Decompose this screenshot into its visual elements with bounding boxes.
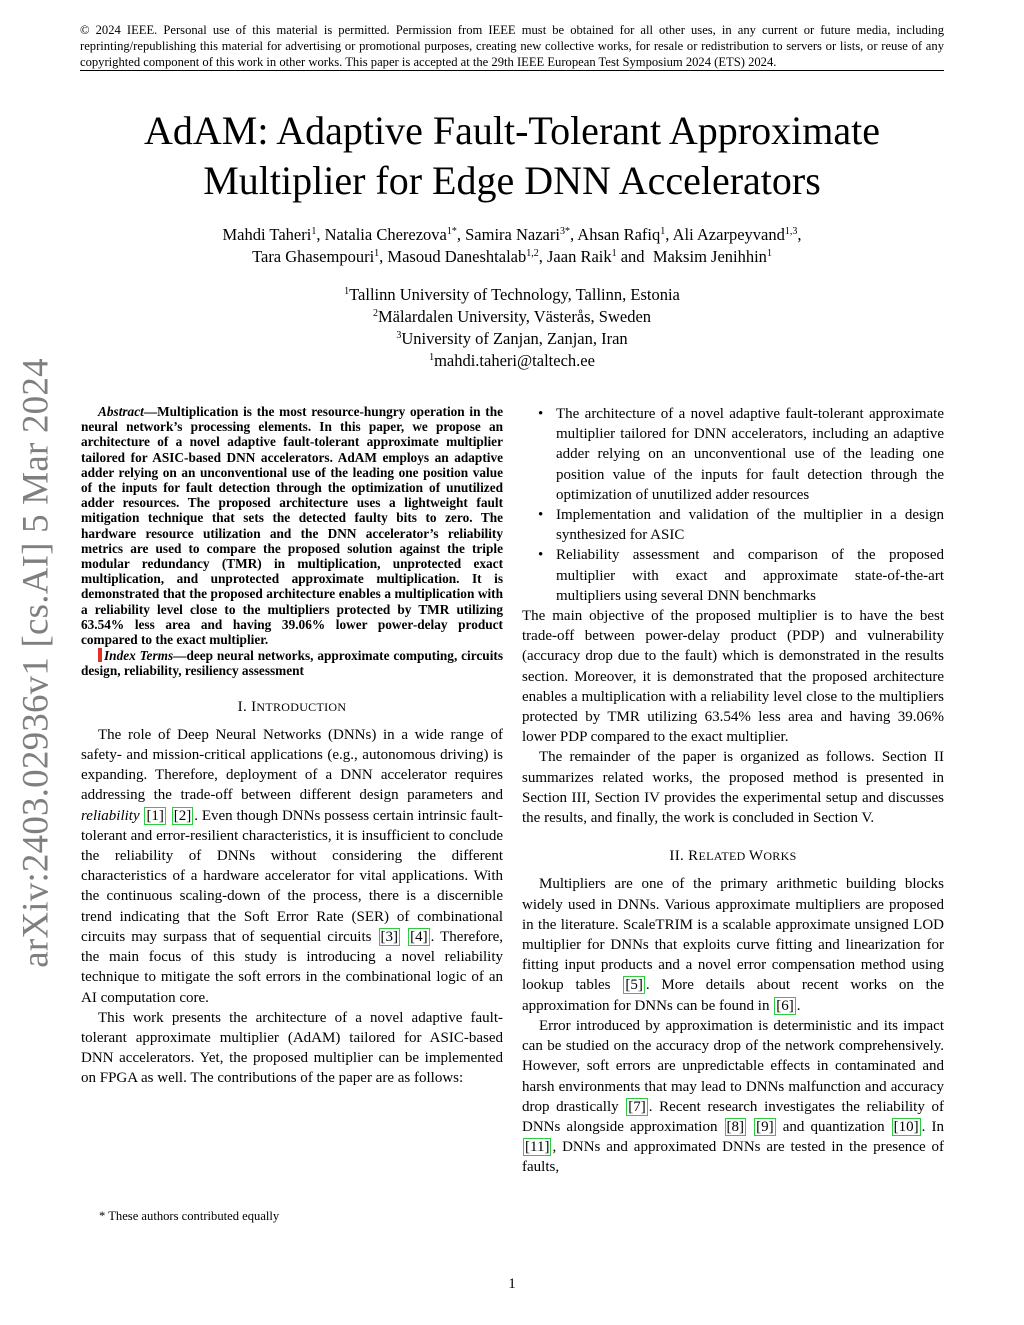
text-run: The role of Deep Neural Networks (DNNs) in a wide range of safety- and mission-critical applications (e.g., autonomous driving) is expanding. Therefore, deployment of a DNN accelerator requires addressing the trade-off between different design parameters and [81,726,503,804]
affiliation [80,328,944,350]
author-list [80,224,944,268]
footnote: * These authors contributed equally [99,1209,280,1223]
citation-link[interactable]: [11] [525,1139,550,1156]
arxiv-stamp [6,358,66,968]
section-title-initial: R [688,848,699,865]
citation-link[interactable]: [9] [756,1118,774,1135]
abstract-text: —Multiplication is the most resource-hungry operation in the neural network’s processing elements. In this paper, we propose an architecture of a novel adaptive fault-tolerant approximate multiplier tailored for ASIC-based DNN accelerators. AdAM employs an adaptive adder relying on an unconventional use of the leading one position value of the inputs for fault detection through the optimization of unutilized adder resources. The proposed architecture uses a lightweight fault mitigation technique that sets the detected faulty bits to zero. The hardware resource utilization and the DNN accelerator’s reliability metrics are used to compare the proposed solution against the triple modular redundancy (TMR) in multiplication, unprotected exact multiplication, and unprotected approximate multiplication. It is demonstrated that the proposed architecture enables a multiplication with a reliability level close to the multipliers protected by TMR utilizing 63.54% less area and having 39.06% lower power-delay product compared to the exact multiplier. [81,404,503,648]
section-title-initial: W [748,848,764,865]
author-name: Ali Azarpeyvand [672,225,785,244]
citation-link[interactable]: [2] [173,807,192,824]
citation-link[interactable]: [5] [625,977,643,994]
author-name: Maksim Jenihhin [652,247,767,266]
text-run: . More details about recent works on the approximation for DNNs can be found in [522,977,944,1014]
remainder-paragraph: The remainder of the paper is organized as follows. Section II summarizes related works, the proposed method is presented in Section III, Section IV provides the experimental setup and discusses the results, and finally, the work is concluded in Section V. [522,749,944,827]
author-name: Ahsan Rafiq [577,225,661,244]
section-title-rest: ORKS [763,849,797,864]
author-name: Samira Nazari [465,225,560,244]
author-affil-sup: 1,2 [526,248,539,259]
text-run: . Recent research investigates the reliability of DNNs alongside approximation [522,1098,944,1135]
author-name: Masoud Daneshtalab [387,247,527,266]
abstract-label: Abstract [98,404,144,419]
index-terms-text: —deep neural networks, approximate computing, circuits design, reliability, resiliency assessment [81,648,503,679]
citation-link[interactable]: [1] [146,807,164,824]
author-affil-sup: 1 [374,248,380,259]
index-terms-label: Index Terms [104,648,174,664]
text-run: Error introduced by approximation is deterministic and its impact can be studied on the accuracy drop of the network comprehensively. However, soft errors are unpredictable effects in contaminated and harsh environments that may lead to DNNs malfunction and accuracy drop drastically [522,1017,944,1115]
affil-sup: 1 [344,286,350,297]
text-run: . [796,997,801,1014]
affil-text: Tallinn University of Technology, Tallinn, Estonia [349,285,680,304]
related-paragraph-2 [522,1016,944,1178]
title-line-2: Multiplier for Edge DNN Accelerators [203,158,821,203]
intro-paragraph-2: This work presents the architecture of a novel adaptive fault-tolerant approximate multiplier (AdAM) tailored for ASIC-based DNN accelerators. Yet, the proposed multiplier can be implemented on FPGA as well. The contributions of the paper are as follows: [81,1009,503,1087]
author-name: Natalia Cherezova [324,225,447,244]
citation-link[interactable]: [6] [776,997,794,1014]
left-column [81,404,503,1089]
affil-text: Mälardalen University, Västerås, Sweden [377,307,652,326]
contribution-item: • Implementation and validation of the multiplier in a design synthesized for ASIC [522,505,944,545]
page-number: 1 [508,1276,516,1292]
section-heading-introduction [81,697,503,717]
author-affil-sup: 1* [446,226,457,237]
affiliation [80,284,944,306]
index-terms [81,648,503,678]
copyright-notice: © 2024 IEEE. Personal use of this material is permitted. Permission from IEEE must be obtained for all other uses, in any current or future media, including reprinting/republishing this material for advertising or promotional purposes, creating new collective works, for resale or redistribution to servers or lists, or reuse of any copyrighted component of this work in other works. This paper is accepted at the 29th IEEE European Test Symposium 2024 (ETS) 2024. [80,23,944,69]
section-title-rest: NTRODUCTION [256,699,347,714]
author-affil-sup: 3* [559,226,570,237]
citation-link[interactable]: [4] [410,928,428,945]
email-text[interactable]: mahdi.taheri@taltech.ee [434,351,595,370]
contact-email[interactable] [80,350,944,372]
author-name: Tara Ghasempouri [252,247,375,266]
author-name: Jaan Raik [547,247,612,266]
text-run: . Therefore, the main focus of this study is introducing a novel reliability technique to mitigate the soft errors in the combinational logic of an AI computation core. [81,928,504,1006]
text-run: Multipliers are one of the primary arithmetic building blocks widely used in DNNs. Various approximate multipliers are proposed in the literature. ScaleTRIM is a scalable approximate unsigned LOD multiplier for DNNs that exploits curve fitting and linearization for fitting input products and a novel error compensation method using lookup tables [522,876,944,994]
author-line-1: Mahdi Taheri$^1$, Natalia Cherezova$^{1*}$, Samira Nazari$^{3*}$, Ahsan Rafiq$^1$, Ali Azarpeyvand$^{1,3}$, [222,225,802,244]
author-and: and [620,247,645,266]
section-number: II. [669,848,689,865]
affil-sup: 3 [396,330,402,341]
header-rule [80,70,944,71]
related-paragraph-1 [522,874,944,1015]
affiliation [80,306,944,328]
citation-link[interactable]: [3] [380,928,399,945]
objective-paragraph: The main objective of the proposed multiplier is to have the best trade-off between power-delay product (PDP) and vulnerability (accuracy drop due to the fault) which is demonstrated in the results section. Moreover, it is demonstrated that the proposed architecture enables a multiplication with a reliability level close to the multipliers protected by TMR utilizing 63.54% less area and having 39.06% lower PDP compared to the exact multiplier. [522,608,944,746]
citation-link[interactable]: [8] [726,1118,745,1135]
text-run: . In [921,1118,944,1135]
author-line-2: Tara Ghasempouri$^1$, Masoud Daneshtalab$^{1,2}$, Jaan Raik$^1$ and Maksim Jenihhin$^1$ [252,247,772,266]
title-line-1: AdAM: Adaptive Fault-Tolerant Approximate [144,108,880,153]
arxiv-stamp-text: arXiv:2403.02936v1 [cs.AI] 5 Mar 2024 [15,358,57,968]
red-edit-marker [98,648,102,662]
emphasis-text: reliability [81,807,140,824]
intro-paragraph-1 [81,725,503,1008]
contribution-item: • Reliability assessment and comparison of the proposed multiplier with exact and approximate state-of-the-art multipliers using several DNN benchmarks [522,545,944,606]
section-title-rest: ELATED [698,849,749,864]
affil-text: University of Zanjan, Zanjan, Iran [401,329,628,348]
section-number: I. [237,698,252,715]
text-run: and quantization [776,1118,891,1135]
section-title-initial: I [251,698,257,715]
author-name: Mahdi Taheri [222,225,312,244]
affil-sup: 2 [372,308,378,319]
citation-link[interactable]: [10] [893,1118,919,1135]
contribution-list [522,404,944,606]
author-affil-sup: 1 [660,226,666,237]
right-column [522,404,944,1178]
contribution-item: • The architecture of a novel adaptive fault-tolerant approximate multiplier tailored for DNN accelerators, including an adaptive adder relying on an unconventional use of the leading one position value of the inputs for fault detection through the optimization of unutilized adder resources [522,404,944,505]
text-run: . Even though DNNs possess certain intrinsic fault-tolerant and error-resilient characteristics, it is insufficient to conclude the reliability of DNNs without considering the different characteristics of a hardware accelerator for vital applications. With the continuous scaling-down of the process, there is a discernible trend indicating that the Soft Error Rate (SER) of combinational circuits may surpass that of sequential circuits [81,807,504,945]
text-run: , DNNs and approximated DNNs are tested in the presence of faults, [522,1139,944,1176]
section-heading-related-works [522,846,944,866]
citation-link[interactable]: [7] [628,1098,646,1115]
author-affil-sup: 1,3 [784,226,798,237]
author-affil-sup: 1 [611,248,617,259]
author-affil-sup: 1 [311,226,317,237]
author-affil-sup: 1 [766,248,772,259]
paper-title [80,106,944,206]
affil-sup: 1 [429,352,435,363]
affiliations [80,284,944,372]
abstract [81,404,503,647]
